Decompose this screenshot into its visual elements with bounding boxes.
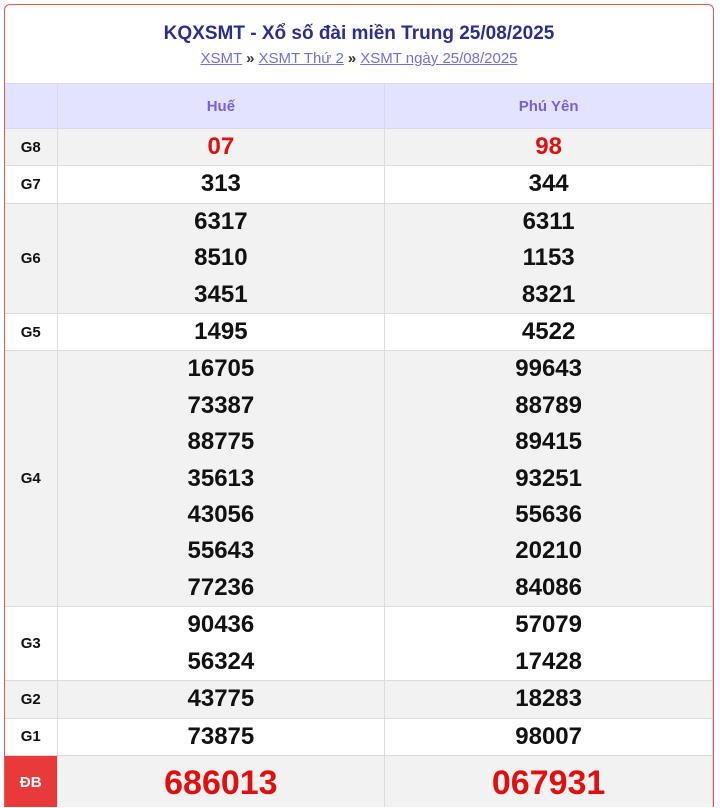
prize-number: 313 — [200, 170, 241, 198]
prize-number: 93251 — [515, 464, 582, 492]
province-header-phu-yen: Phú Yên — [385, 84, 713, 129]
prize-number: 8321 — [521, 280, 576, 308]
prize-number: 07 — [207, 133, 235, 160]
prize-label: G7 — [5, 166, 57, 203]
prize-cell-phu-yen — [385, 755, 713, 807]
prize-cell-hue — [57, 129, 385, 166]
prize-cell-hue — [57, 681, 385, 718]
prize-cell-hue — [57, 755, 385, 807]
prize-cell-hue — [57, 314, 385, 351]
prize-number: 1495 — [194, 318, 248, 346]
prize-number: 3451 — [194, 280, 248, 308]
prize-row-g1 — [5, 718, 713, 755]
prize-cell-phu-yen — [385, 351, 713, 607]
prize-label: G3 — [5, 607, 57, 681]
prize-number: 16705 — [187, 355, 255, 383]
prize-number: 90436 — [187, 611, 255, 639]
prize-number: 88775 — [187, 428, 255, 456]
prize-number: 77236 — [187, 573, 255, 601]
results-card — [4, 4, 714, 807]
province-header-row — [5, 84, 713, 129]
prize-number: 344 — [528, 170, 569, 198]
prize-number: 43056 — [187, 501, 255, 529]
header-corner-cell — [5, 84, 57, 129]
breadcrumb — [5, 49, 713, 69]
prize-number: 55636 — [515, 501, 582, 529]
prize-number: 067931 — [491, 763, 606, 802]
prize-cell-hue — [57, 351, 385, 607]
prize-number: 17428 — [515, 647, 582, 675]
prize-row-g5 — [5, 314, 713, 351]
page-title: KQXSMT - Xổ số đài miền Trung 25/08/2025 — [163, 23, 555, 44]
prize-number: 56324 — [187, 647, 255, 675]
prize-number: 99643 — [515, 355, 582, 383]
prize-row-g6 — [5, 203, 713, 313]
prize-number: 6311 — [522, 207, 575, 235]
results-header — [5, 5, 713, 83]
prize-number: 43775 — [187, 685, 255, 713]
prize-number: 73875 — [187, 722, 255, 750]
breadcrumb-link-xsmt-thu-2[interactable]: XSMT Thứ 2 — [258, 50, 344, 67]
prize-cell-phu-yen — [385, 203, 713, 313]
prize-number: 686013 — [164, 763, 278, 802]
prize-label: G6 — [5, 203, 57, 313]
prize-number: 18283 — [515, 685, 582, 713]
prize-cell-phu-yen — [385, 607, 713, 681]
prize-number: 73387 — [187, 391, 255, 419]
prize-cell-phu-yen — [385, 681, 713, 718]
prize-number: 98007 — [515, 722, 582, 750]
prize-row-g4 — [5, 351, 713, 607]
prize-number: 89415 — [515, 428, 582, 456]
prize-label: G5 — [5, 314, 57, 351]
prize-row-g7 — [5, 166, 713, 203]
breadcrumb-link-xsmt[interactable]: XSMT — [200, 50, 243, 67]
breadcrumb-separator: » — [246, 50, 255, 67]
prize-cell-hue — [57, 166, 385, 203]
prize-cell-phu-yen — [385, 718, 713, 755]
prize-number: 98 — [535, 133, 562, 160]
prize-table-body — [5, 129, 713, 808]
prize-number: 35613 — [187, 464, 255, 492]
prize-row-g3 — [5, 607, 713, 681]
prize-label: G4 — [5, 351, 57, 607]
prize-number: 57079 — [515, 611, 582, 639]
prize-cell-hue — [57, 718, 385, 755]
prize-number: 6317 — [194, 207, 248, 235]
prize-number: 8510 — [194, 244, 248, 272]
breadcrumb-link-xsmt-date[interactable]: XSMT ngày 25/08/2025 — [360, 50, 518, 67]
prize-cell-hue — [57, 203, 385, 313]
prize-number: 1153 — [522, 244, 575, 272]
prize-cell-phu-yen — [385, 314, 713, 351]
prize-row-g8 — [5, 129, 713, 166]
prize-number: 20210 — [515, 537, 582, 565]
prize-label: G8 — [5, 129, 57, 166]
breadcrumb-separator: » — [347, 50, 357, 67]
prize-label: G1 — [5, 718, 57, 755]
prize-number: 88789 — [515, 391, 582, 419]
prize-label: G2 — [5, 681, 57, 718]
prize-cell-hue — [57, 607, 385, 681]
prize-label: ĐB — [5, 755, 57, 807]
prize-row-g2 — [5, 681, 713, 718]
prize-number: 4522 — [521, 318, 576, 346]
prize-cell-phu-yen — [385, 129, 713, 166]
prize-number: 84086 — [515, 573, 582, 601]
prize-number: 55643 — [187, 537, 255, 565]
prize-row-db — [5, 755, 713, 807]
results-table — [5, 83, 713, 807]
prize-cell-phu-yen — [385, 166, 713, 203]
province-header-hue: Huế — [57, 84, 385, 129]
